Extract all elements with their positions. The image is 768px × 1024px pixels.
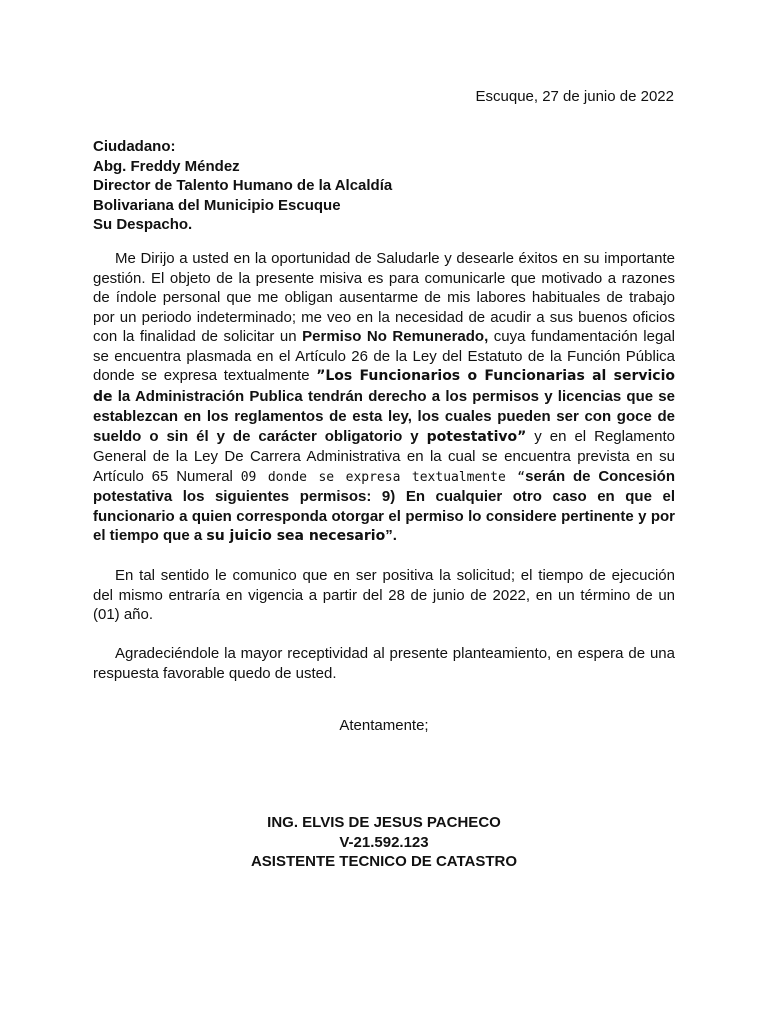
regulation-quote: serán de Concesión potestativa los siguientes permisos: 9) En cualquier otro caso en que el funcionario a quien corresponda otorgar el permiso lo considere pertinente y por el tiempo que a [93, 467, 676, 544]
addressee-organization: Bolivariana del Municipio Escuque [93, 196, 341, 214]
letter-body [93, 249, 675, 683]
paragraph-text: y en el Reglamento General de la Ley De Carrera Administrativa en la cual se encuentra prevista en su Artículo 65 Numeral [93, 427, 675, 485]
signer-title: ASISTENTE TECNICO DE CATASTRO [250, 853, 518, 870]
signer-id: V-21.592.123 [339, 833, 429, 851]
body-paragraph-thanks: Agradeciéndole la mayor receptividad al presente planteamiento, en espera de una respuesta favorable quedo de usted. [93, 645, 675, 682]
permit-type: Permiso No Remunerado, [302, 328, 489, 345]
body-paragraph-term: En tal sentido le comunico que en ser positiva la solicitud; el tiempo de ejecución del mismo entraría en vigencia a partir del 28 de junio de 2022, en un término de un (01) año. [93, 567, 675, 623]
legal-quote: potestativo” [426, 428, 527, 445]
addressee-position: Director de Talento Humano de la Alcaldía [93, 177, 393, 194]
addressee-salutation: Ciudadano: [93, 138, 176, 155]
paragraph-text: 09 donde se expresa textualmente “ [240, 469, 526, 485]
regulation-quote: ”. [385, 527, 397, 544]
signer-name: ING. ELVIS DE JESUS PACHECO [267, 814, 501, 831]
closing-line: Atentamente; [339, 717, 429, 734]
body-paragraph-request [93, 249, 675, 547]
paragraph-text: cuya fundamentación legal se encuentra plasmada en el Artículo 26 de la Ley del Estatuto de la Función Pública donde se expresa textualmente [93, 328, 675, 384]
signature-block [0, 813, 768, 872]
addressee-name: Abg. Freddy Méndez [93, 157, 240, 175]
legal-quote: la Administración Publica tendrán derecho a los permisos y licencias que se establezcan en los reglamentos de esta ley, los cuales pueden ser con goce de sueldo o sin él y de carácter obligatorio y [93, 387, 675, 445]
paragraph-text: Me Dirijo a usted en la oportunidad de Saludarle y desearle éxitos en su importante gestión. El objeto de la presente misiva es para comunicarle que motivado a razones de índole personal que me obligan ausentarme de mis labores habituales de trabajo por un periodo indeterminado; me veo en la necesidad de acudir a sus buenos oficios con la finalidad de solicitar un [93, 250, 675, 345]
addressee-office: Su Despacho. [93, 216, 193, 233]
date-line: Escuque, 27 de junio de 2022 [475, 88, 674, 105]
legal-quote: ”Los Funcionarios o Funcionarias al servicio de [93, 368, 675, 405]
regulation-quote: su juicio sea necesario [206, 528, 386, 544]
addressee-block [93, 137, 392, 235]
